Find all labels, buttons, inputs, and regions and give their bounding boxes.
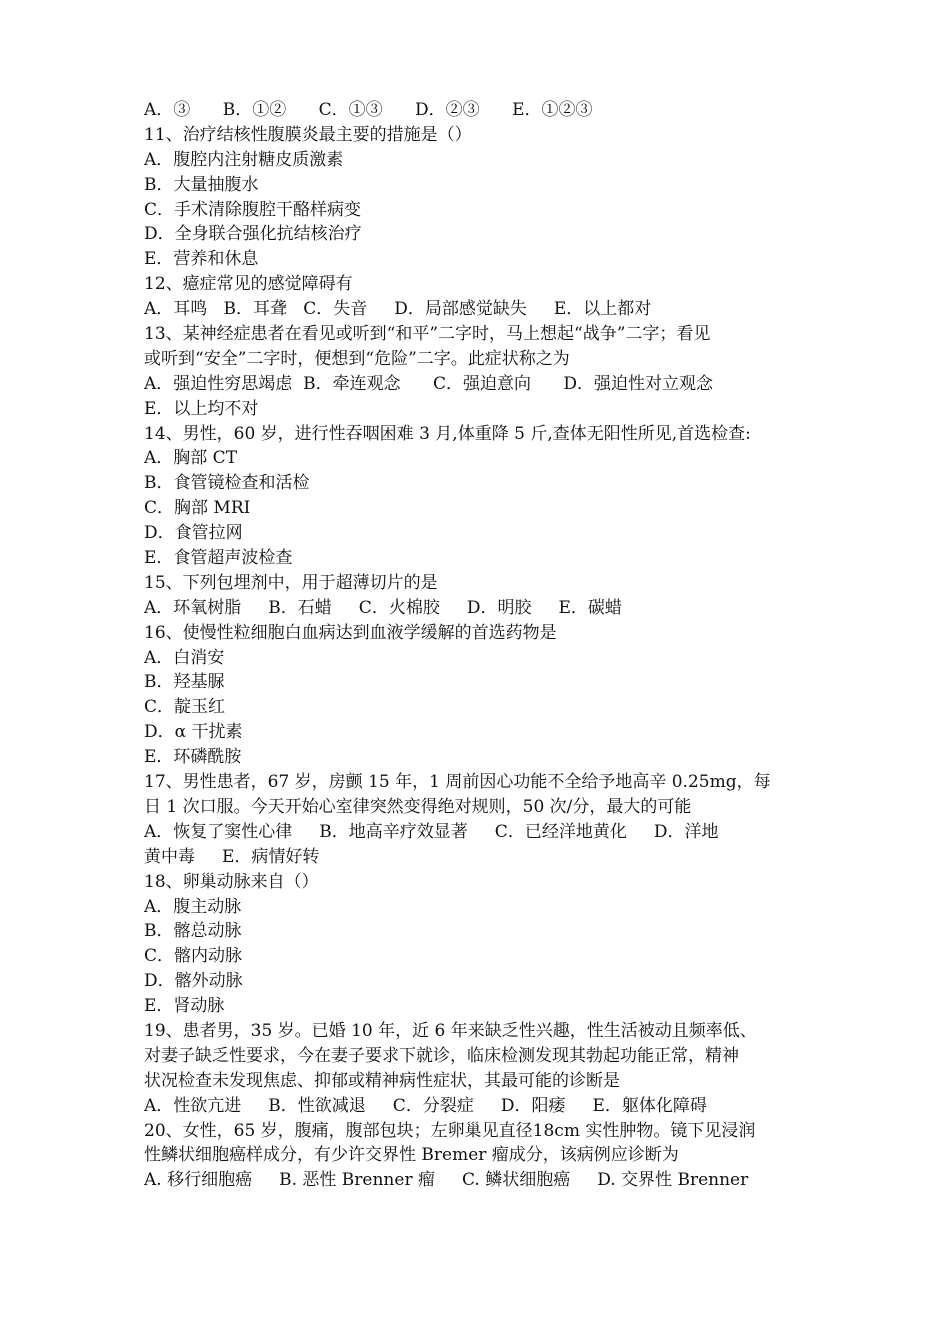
text-line: C．手术清除腹腔干酪样病变 <box>144 199 362 220</box>
text-line: 16、使慢性粒细胞白血病达到血液学缓解的首选药物是 <box>144 622 557 643</box>
text-line: C．髂内动脉 <box>144 946 243 967</box>
text-line: 20、女性，65 岁，腹痛，腹部包块；左卵巢见直径18cm 实性肿物。镜下见浸润 <box>144 1120 756 1141</box>
text-line: 13、某神经症患者在看见或听到“和平”二字时，马上想起“战争”二字；看见 <box>144 324 711 345</box>
text-line: B．大量抽腹水 <box>144 174 259 195</box>
text-line: 15、下列包埋剂中，用于超薄切片的是 <box>144 572 438 593</box>
text-line: B．羟基脲 <box>144 672 225 693</box>
text-line: 性鳞状细胞癌样成分，有少许交界性 Bremer 瘤成分，该病例应诊断为 <box>144 1145 679 1166</box>
text-line: B．食管镜检查和活检 <box>144 473 310 494</box>
text-line: D．α 干扰素 <box>144 722 243 743</box>
text-line: A．恢复了窦性心律 B．地高辛疗效显著 C．已经洋地黄化 D．洋地 <box>144 821 719 842</box>
text-line: E．食管超声波检查 <box>144 548 293 569</box>
text-line: A．③ B．①② C．①③ D．②③ E．①②③ <box>144 100 593 120</box>
text-line: A．胸部 CT <box>144 448 238 469</box>
text-line: E．以上均不对 <box>144 398 259 419</box>
text-line: 18、卵巢动脉来自（） <box>144 871 319 892</box>
text-line: C．胸部 MRI <box>144 498 251 519</box>
text-line: 状况检查未发现焦虑、抑郁或精神病性症状，其最可能的诊断是 <box>144 1070 620 1091</box>
text-line: A．腹主动脉 <box>144 896 242 917</box>
text-line: 黄中毒 E．病情好转 <box>144 846 320 867</box>
text-line: E．环磷酰胺 <box>144 747 242 768</box>
text-line: 11、治疗结核性腹膜炎最主要的措施是（） <box>144 124 472 145</box>
text-line: A．环氧树脂 B．石蜡 C．火棉胶 D．明胶 E．碳蜡 <box>144 597 622 618</box>
text-line: A. 移行细胞癌 B. 恶性 Brenner 瘤 C. 鳞状细胞癌 D. 交界性 Brenner <box>144 1170 749 1191</box>
text-line: D．全身联合强化抗结核治疗 <box>144 224 362 245</box>
text-line: A．腹腔内注射糖皮质激素 <box>144 149 344 170</box>
text-line: B．髂总动脉 <box>144 921 242 942</box>
text-line: 17、男性患者，67 岁，房颤 15 年，1 周前因心功能不全给予地高辛 0.25mg，每 <box>144 772 771 793</box>
text-line: A．性欲亢进 B．性欲减退 C．分裂症 D．阳痿 E．躯体化障碍 <box>144 1095 707 1116</box>
text-line: 或听到“安全”二字时，便想到“危险”二字。此症状称之为 <box>144 348 570 369</box>
text-line: E．营养和休息 <box>144 249 259 270</box>
document-body <box>144 98 814 1193</box>
text-line: C．靛玉红 <box>144 697 226 718</box>
text-line: A．白消安 <box>144 647 225 668</box>
text-line: 12、癔症常见的感觉障碍有 <box>144 274 353 295</box>
text-line: D．髂外动脉 <box>144 971 243 992</box>
text-line: 对妻子缺乏性要求，今在妻子要求下就诊，临床检测发现其勃起功能正常，精神 <box>144 1045 739 1066</box>
text-line: 14、男性，60 岁，进行性吞咽困难 3 月,体重降 5 斤,查体无阳性所见,首选检查: <box>144 423 751 444</box>
text-line: D．食管拉网 <box>144 523 243 544</box>
text-line: A．强迫性穷思竭虑 B．牵连观念 C．强迫意向 D．强迫性对立观念 <box>144 373 714 394</box>
text-line: A．耳鸣 B．耳聋 C．失音 D．局部感觉缺失 E．以上都对 <box>144 299 652 320</box>
text-line: E．肾动脉 <box>144 996 225 1017</box>
text-line: 日 1 次口服。今天开始心室律突然变得绝对规则，50 次/分，最大的可能 <box>144 796 692 817</box>
text-line: 19、患者男，35 岁。已婚 10 年，近 6 年来缺乏性兴趣，性生活被动且频率低、 <box>144 1020 757 1041</box>
